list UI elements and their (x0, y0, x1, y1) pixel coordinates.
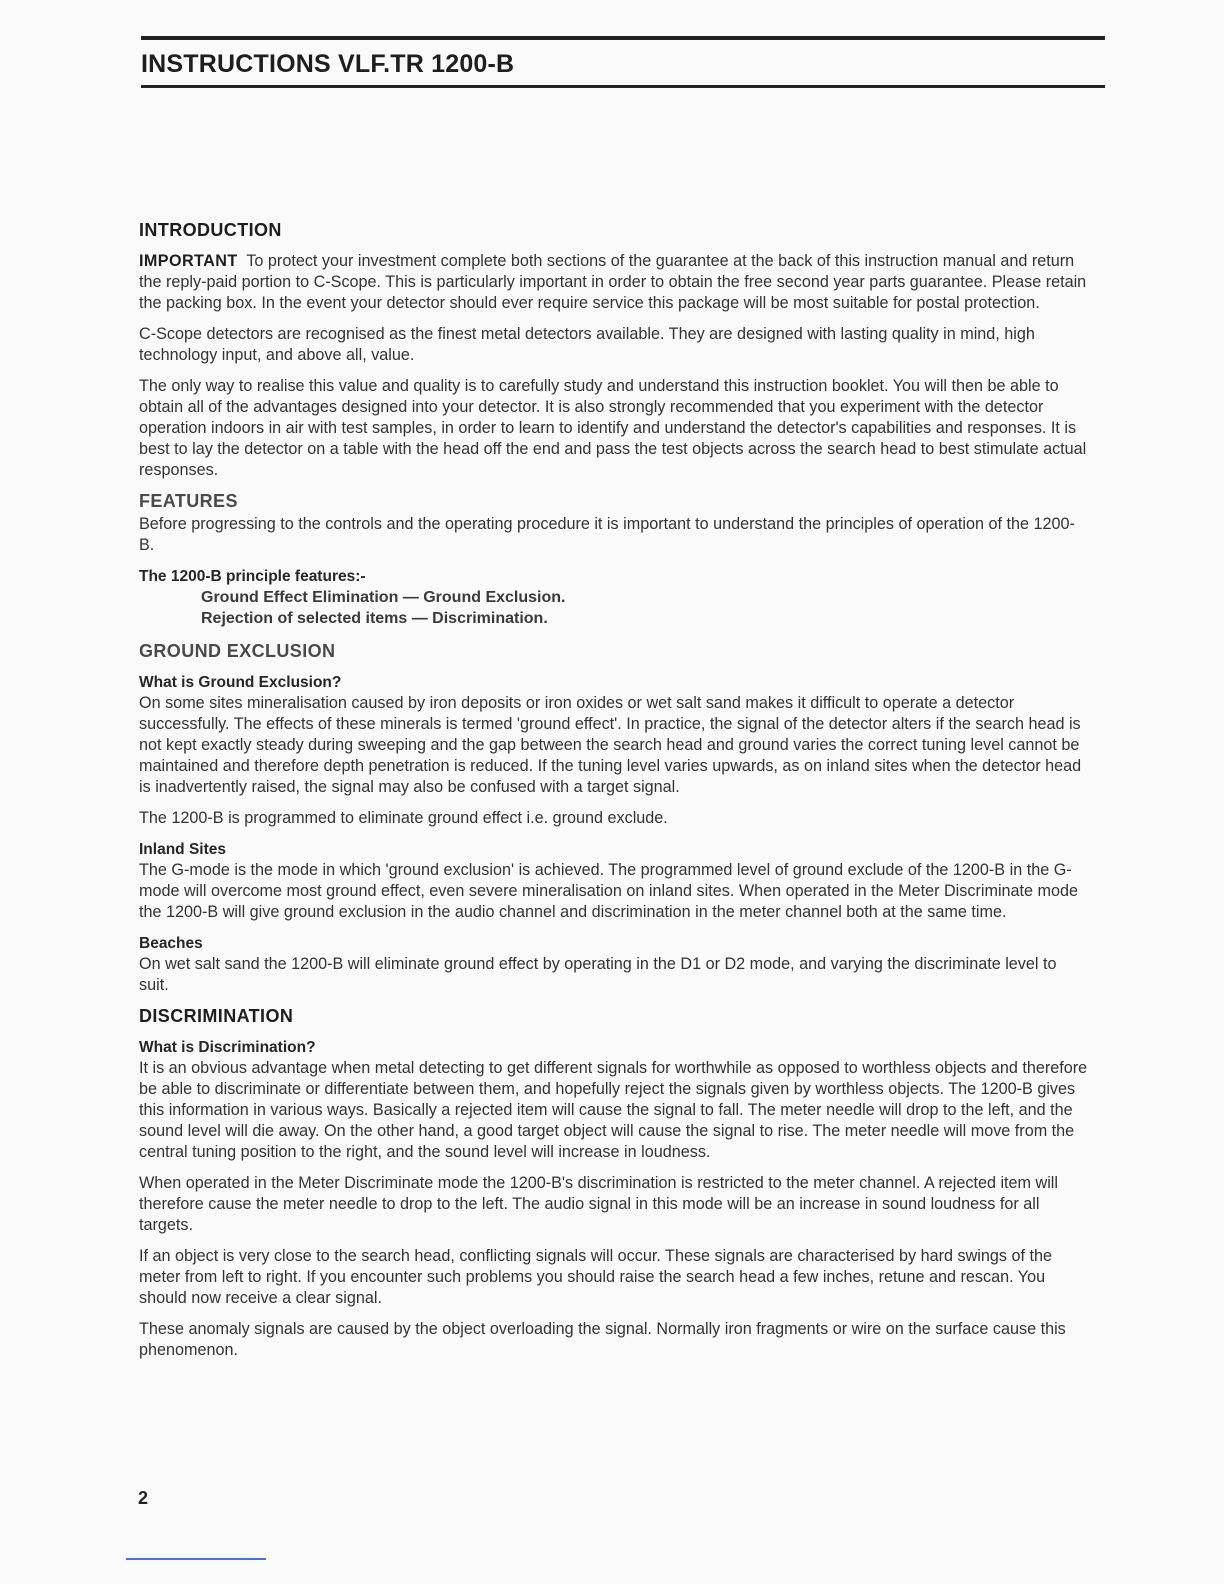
footer-divider (126, 1558, 266, 1560)
introduction-section (139, 220, 1089, 481)
features-paragraph: Before progressing to the controls and the operating procedure it is important to understand the principles of operation of the 1200-B. (139, 515, 1075, 554)
beaches-block (139, 933, 1089, 996)
header-bottom-rule (141, 85, 1105, 88)
what-is-discrimination-heading: What is Discrimination? (139, 1039, 316, 1056)
beaches-paragraph: On wet salt sand the 1200-B will eliminate ground effect by operating in the D1 or D2 mode, and varying the discriminate level to suit. (139, 955, 1057, 994)
important-paragraph (139, 251, 1089, 314)
features-heading: FEATURES (139, 491, 238, 511)
page-content (139, 220, 1089, 1371)
ground-exclusion-section (139, 641, 1089, 996)
discrimination-paragraph: It is an obvious advantage when metal detecting to get different signals for worthwhile as opposed to worthless objects and therefore be able to discriminate or differentiate between them, and hopefully reject the signals given by worthless objects. The 1200-B gives this information in various ways. Basically a rejected item will cause the signal to fall. The meter needle will drop to the left, and the sound level will die away. On the other hand, a good target object will cause the signal to rise. The meter needle will move from the central tuning position to the right, and the sound level will increase in loudness. (139, 1059, 1088, 1161)
page-number: 2 (138, 1488, 149, 1508)
feature-list (201, 587, 1089, 629)
what-is-ground-exclusion-block (139, 672, 1089, 798)
list-item: Ground Effect Elimination — Ground Exclusion. (201, 589, 566, 606)
ground-exclusion-paragraph: On some sites mineralisation caused by iron deposits or iron oxides or wet salt sand makes it difficult to operate a detector successfully. The effects of these minerals is termed 'ground effect'. In practice, the signal of the detector alters if the search head is not kept exactly steady during sweeping and the gap between the search head and ground varies the correct tuning level cannot be maintained and therefore depth penetration is reduced. If the tuning level varies upwards, as on inland sites when the detector head is inadvertently raised, the signal may also be confused with a target signal. (139, 694, 1082, 796)
discrimination-paragraph-3: If an object is very close to the search head, conflicting signals will occur. These signals are characterised by hard swings of the meter from left to right. If you encounter such problems you should raise the search head a few inches, retune and rescan. You should now receive a clear signal. (139, 1247, 1052, 1307)
header-top-rule (141, 36, 1105, 40)
beaches-heading: Beaches (139, 935, 203, 952)
introduction-heading: INTRODUCTION (139, 220, 282, 240)
what-is-ground-exclusion-heading: What is Ground Exclusion? (139, 674, 342, 691)
principle-features-heading: The 1200-B principle features:- (139, 568, 366, 585)
important-text: To protect your investment complete both sections of the guarantee at the back of this instruction manual and return the reply-paid portion to C-Scope. This is particularly important in order to obtain the free second year parts guarantee. Please retain the packing box. In the event your detector should ever require service this package will be most suitable for postal protection. (139, 252, 1087, 312)
programmed-paragraph: The 1200-B is programmed to eliminate ground effect i.e. ground exclude. (139, 809, 668, 827)
features-section (139, 491, 1089, 629)
what-is-discrimination-block (139, 1037, 1089, 1163)
inland-sites-paragraph: The G-mode is the mode in which 'ground exclusion' is achieved. The programmed level of ground exclude of the 1200-B in the G-mode will overcome most ground effect, even severe mineralisation on inland sites. When operated in the Meter Discriminate mode the 1200-B will give ground exclusion in the audio channel and discrimination in the meter channel both at the same time. (139, 861, 1079, 921)
important-lead: IMPORTANT (139, 252, 238, 270)
page-title: INSTRUCTIONS VLF.TR 1200-B (141, 50, 515, 78)
discrimination-section (139, 1006, 1089, 1361)
intro-paragraph-3: The only way to realise this value and quality is to carefully study and understand this instruction booklet. You will then be able to obtain all of the advantages designed into your detector. It is also strongly recommended that you experiment with the detector operation indoors in air with test samples, in order to learn to identify and understand the detector's capabilities and responses. It is best to lay the detector on a table with the head off the end and pass the test objects across the search head to best stimulate actual responses. (139, 377, 1087, 479)
discrimination-paragraph-2: When operated in the Meter Discriminate mode the 1200-B's discrimination is restricted to the meter channel. A rejected item will therefore cause the meter needle to drop to the left. The audio signal in this mode will be an increase in sound loudness for all targets. (139, 1174, 1059, 1234)
intro-paragraph-2: C-Scope detectors are recognised as the finest metal detectors available. They are designed with lasting quality in mind, high technology input, and above all, value. (139, 325, 1035, 364)
ground-exclusion-heading: GROUND EXCLUSION (139, 641, 336, 661)
discrimination-heading: DISCRIMINATION (139, 1006, 294, 1026)
inland-sites-heading: Inland Sites (139, 841, 226, 858)
discrimination-paragraph-4: These anomaly signals are caused by the object overloading the signal. Normally iron fragments or wire on the surface cause this phenomenon. (139, 1320, 1066, 1359)
list-item: Rejection of selected items — Discrimination. (201, 610, 548, 627)
inland-sites-block (139, 839, 1089, 923)
